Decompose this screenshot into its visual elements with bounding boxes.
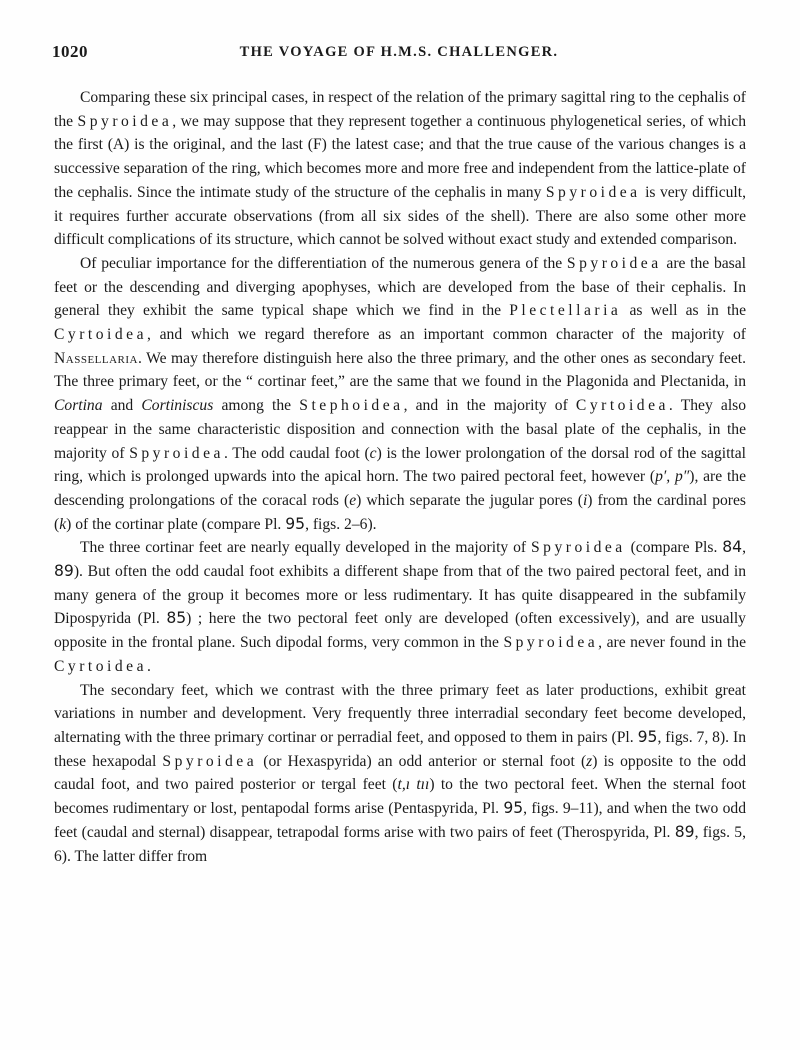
term-cyrtoidea: Cyrtoidea [575,397,669,415]
text-span: , figs. 9–11), and when the two odd feet (caudal and sternal) disappear, tetrapodal forms arise with two pairs of feet (Therospyrida, Pl. [54,800,746,841]
text-span: as well as in the [621,302,746,320]
term-cyrtoidea: Cyrtoidea [54,657,147,675]
term-spyroidea: Spyroidea [162,752,258,770]
text-span: (compare Pls. [625,539,723,557]
letter-t-marks: t,ı tıı [397,776,430,794]
text-span: ) from the cardinal pores ( [54,491,746,533]
letter-i: i [582,491,588,509]
letter-c: c [369,444,377,462]
plate-number: 89 [54,562,74,581]
term-cyrtoidea: Cyrtoidea [54,326,147,344]
text-span: . The odd caudal foot ( [223,444,370,462]
page-header [52,42,746,64]
letter-e: e [349,491,357,509]
plate-number: 95 [503,799,524,818]
text-span: , figs. 7, 8). In these hexapodal [54,728,746,770]
text-span: Of peculiar importance for the differentiation of the numerous genera of the [80,254,567,272]
paragraph-4 [54,679,746,869]
text-span: (or Hexaspyrida) an odd anterior or sternal foot ( [257,752,587,770]
text-span: The three cortinar feet are nearly equally developed in the majority of [80,539,531,557]
text-span: and [102,397,142,415]
text-span: ) is opposite to the odd caudal foot, and two paired posterior or tergal feet ( [54,752,746,794]
term-spyroidea: Spyroidea [530,539,626,557]
text-span: , figs. 2–6). [305,515,377,533]
plate-number: 95 [285,514,306,533]
running-title: THE VOYAGE OF H.M.S. CHALLENGER. [239,44,559,60]
text-span: ), are the descending prolongations of the coracal rods ( [54,468,746,509]
plate-number: 89 [674,822,695,841]
term-spyroidea: Spyroidea [503,634,599,652]
text-span: ) of the cortinar plate (compare Pl. [66,515,286,533]
plate-number: 95 [637,727,658,746]
text-span: . They also reappear in the same characteristic disposition and connection with the basal plate of the cephalis, in the majority of [54,397,747,462]
text-span: , and which we regard therefore as an important common character of the majority of [147,326,746,344]
text-span: The secondary feet, which we contrast with the three primary feet as later productions, exhibit great variations in number and development. Very frequently three interradial secondary feet become developed, alternating with the three primary cortinar or perradial feet, and opposed to them in pairs (Pl. [54,681,746,746]
plate-number: 85 [166,609,187,628]
term-cortina: Cortina [54,397,103,415]
text-span: , and in the majority of [403,397,576,415]
term-stephoidea: Stephoidea [299,397,404,415]
term-nassellaria: Nassellaria [54,349,138,367]
text-span: , figs. 5, 6). The latter differ from [54,823,746,865]
term-spyroidea: Spyroidea [566,254,662,272]
text-span: is very difficult, it requires further accurate observations (from all six sides of the shell). There are also some other more difficult complications of its structure, which cannot be solved without exact study and extended comparison. [54,183,746,249]
text-span: . [147,657,151,675]
text-span: ) is the lower prolongation of the dorsal rod of the sagittal ring, which is prolonged upwards into the apical horn. The two paired pectoral feet, however ( [54,444,746,486]
paragraph-3 [54,536,746,678]
text-span: among the [213,397,300,415]
paragraph-1 [54,86,746,252]
text-span: ). But often the odd caudal foot exhibits a different shape from that of the two paired pectoral feet, and in many genera of the group it becomes more or less rudimentary. It has quite disappeared in the subfamily Dipospyrida (Pl. [54,563,746,628]
term-plectellaria: Plectellaria [509,302,622,320]
term-spyroidea: Spyroidea [77,112,173,130]
text-span: , we may suppose that they represent together a continuous phylogenetical series, of which the first (A) is the original, and the last (F) the latest case; and that the true cause of the various changes is a successive separation of the ring, which becomes more and more free and independent from the lattice-plate of the cephalis. Since the intimate study of the structure of the cephalis in many [54,112,746,201]
text-span: . We may therefore distinguish here also the three primary, and the other ones as secondary feet. The three primary feet, or the “ cortinar feet,” are the same that we found in the Plagonida and Plectanida, in [54,349,746,391]
letter-z: z [586,752,593,770]
body-text [54,86,746,868]
text-span: are the basal feet or the descending and diverging apophyses, which are developed from the base of their cephalis. In general they exhibit the same typical shape which we find in the [54,254,746,320]
text-span: , are never found in the [598,634,746,652]
term-spyroidea: Spyroidea [545,183,641,201]
text-span: , [742,539,746,557]
letter-p-marks: p′, p″ [655,468,690,486]
plate-number: 84 [722,538,743,557]
letter-k: k [59,515,67,533]
term-cortiniscus: Cortiniscus [141,397,214,415]
term-spyroidea: Spyroidea [129,444,224,462]
text-span: ) ; here the two pectoral feet only are developed (often excessively), and are usually opposite in the frontal plane. Such dipodal forms, very common in the [54,610,746,652]
text-span: ) which separate the jugular pores ( [356,491,583,509]
text-span: Comparing these six principal cases, in respect of the relation of the primary sagittal ring to the cephalis of the [54,89,746,130]
text-span: ) to the two pectoral feet. When the sternal foot becomes rudimentary or lost, pentapodal forms arise (Pentaspyrida, Pl. [54,776,746,818]
paragraph-2 [54,252,746,536]
page-number: 1020 [52,42,88,61]
